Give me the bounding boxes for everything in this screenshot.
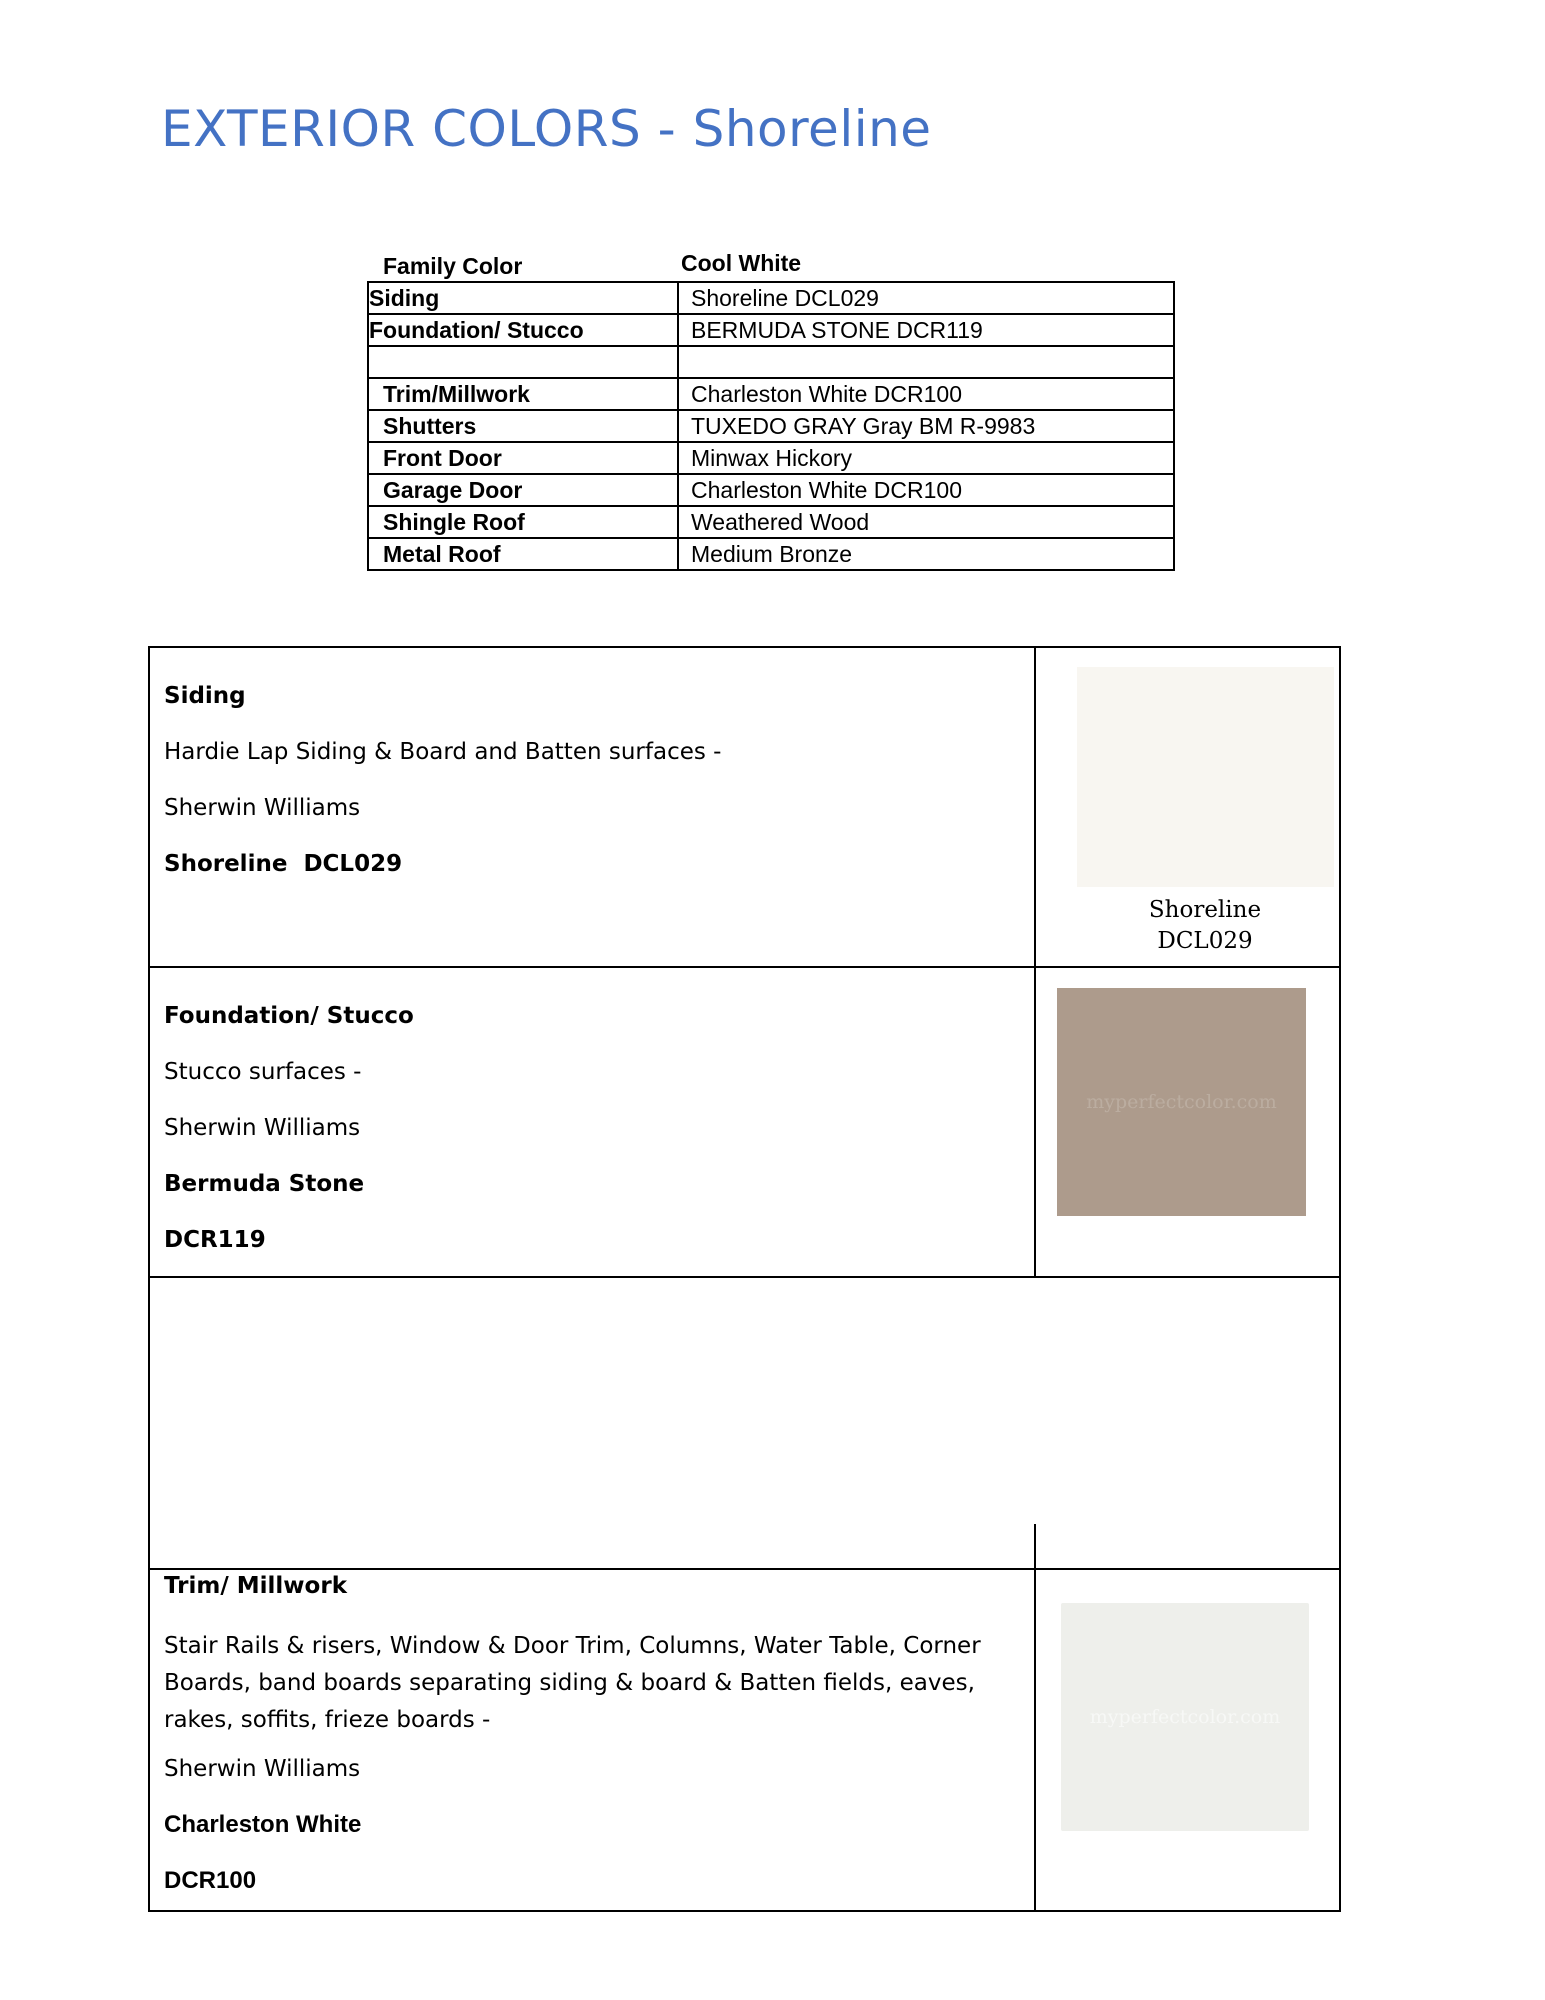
row-value: Charleston White DCR100 <box>678 378 1174 410</box>
table-row <box>368 346 1174 378</box>
table-row <box>368 506 1174 538</box>
trim-section <box>164 1572 1024 1923</box>
swatch-watermark: myperfectcolor.com <box>1089 1706 1281 1728</box>
color-summary-table <box>367 281 1175 571</box>
foundation-brand: Sherwin Williams <box>164 1115 361 1141</box>
siding-brand: Sherwin Williams <box>164 795 361 821</box>
row-key <box>368 346 678 378</box>
row-key: Siding <box>368 282 678 314</box>
row-value: Shoreline DCL029 <box>678 282 1174 314</box>
siding-swatch-caption-code: DCL029 <box>1157 928 1253 954</box>
row-divider <box>150 966 1339 968</box>
column-divider <box>1034 1524 1036 1912</box>
foundation-color-code: DCR119 <box>164 1227 266 1253</box>
swatch-watermark: myperfectcolor.com <box>1086 1091 1277 1113</box>
siding-swatch-caption-name: Shoreline <box>1148 897 1262 923</box>
siding-swatch-caption <box>1045 895 1365 957</box>
table-row <box>368 474 1174 506</box>
trim-color-code: DCR100 <box>164 1867 257 1894</box>
table-row <box>368 442 1174 474</box>
foundation-heading: Foundation/ Stucco <box>164 1003 414 1029</box>
foundation-surfaces: Stucco surfaces - <box>164 1059 362 1085</box>
table-row <box>368 378 1174 410</box>
column-divider <box>1034 648 1036 1276</box>
siding-surfaces: Hardie Lap Siding & Board and Batten surfaces - <box>164 739 722 765</box>
table-row <box>368 410 1174 442</box>
row-key: Trim/Millwork <box>368 378 678 410</box>
siding-color-swatch <box>1077 667 1334 887</box>
row-value: TUXEDO GRAY Gray BM R-9983 <box>678 410 1174 442</box>
row-key: Shingle Roof <box>368 506 678 538</box>
trim-surfaces: Stair Rails & risers, Window & Door Trim, Columns, Water Table, Corner Boards, band boards separating siding & board & Batten fields, eaves, rakes, soffits, frieze boards - <box>164 1633 981 1733</box>
siding-color: Shoreline DCL029 <box>164 851 403 877</box>
row-value: Medium Bronze <box>678 538 1174 570</box>
summary-header-family-color: Family Color <box>383 253 523 279</box>
foundation-color-name: Bermuda Stone <box>164 1171 365 1197</box>
row-key: Shutters <box>368 410 678 442</box>
row-value: Charleston White DCR100 <box>678 474 1174 506</box>
siding-heading: Siding <box>164 683 246 709</box>
row-key: Metal Roof <box>368 538 678 570</box>
row-divider <box>150 1568 1339 1570</box>
foundation-color-swatch <box>1057 988 1306 1216</box>
row-key: Foundation/ Stucco <box>368 314 678 346</box>
foundation-section <box>164 1002 1024 1282</box>
table-row <box>368 314 1174 346</box>
row-value <box>678 346 1174 378</box>
trim-heading: Trim/ Millwork <box>164 1573 347 1599</box>
row-key: Garage Door <box>368 474 678 506</box>
trim-brand: Sherwin Williams <box>164 1756 361 1782</box>
table-row <box>368 282 1174 314</box>
row-key: Front Door <box>368 442 678 474</box>
summary-header-cool-white: Cool White <box>681 250 802 276</box>
page-title: EXTERIOR COLORS - Shoreline <box>161 100 932 158</box>
row-value: BERMUDA STONE DCR119 <box>678 314 1174 346</box>
trim-color-name: Charleston White <box>164 1811 362 1838</box>
table-row <box>368 538 1174 570</box>
trim-color-swatch <box>1061 1603 1309 1831</box>
siding-section <box>164 682 1024 906</box>
row-value: Weathered Wood <box>678 506 1174 538</box>
row-value: Minwax Hickory <box>678 442 1174 474</box>
